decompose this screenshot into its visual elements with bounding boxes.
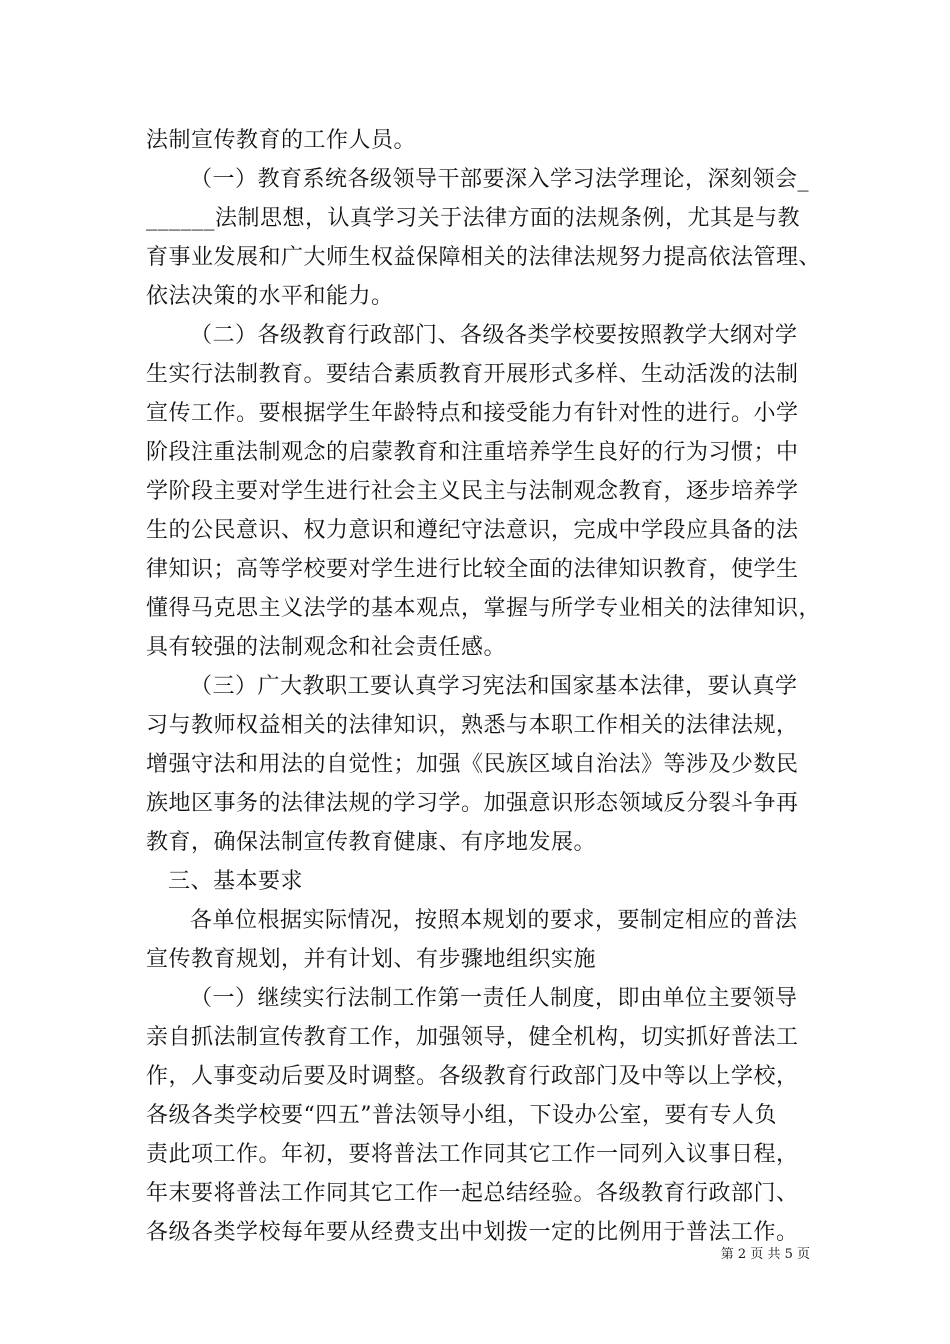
text-line: 族地区事务的法律法规的学习学。加强意识形态领域反分裂斗争再 <box>146 791 799 816</box>
text-line: 习与教师权益相关的法律知识，熟悉与本职工作相关的法律法规， <box>146 713 799 738</box>
text-line: 具有较强的法制观念和社会责任感。 <box>146 635 507 660</box>
text-line: 责此项工作。年初，要将普法工作同其它工作一同列入议事日程， <box>146 1142 799 1167</box>
text-line: 增强守法和用法的自觉性；加强《民族区域自治法》等涉及少数民 <box>146 752 799 777</box>
text-line: 律知识；高等学校要对学生进行比较全面的法律知识教育，使学生 <box>146 557 799 582</box>
text-line: 法制宣传教育的工作人员。 <box>146 128 417 153</box>
text-line: 生的公民意识、权力意识和遵纪守法意识，完成中学段应具备的法 <box>146 518 799 543</box>
text-line: 各级各类学校每年要从经费支出中划拨一定的比例用于普法工作。 <box>146 1220 799 1245</box>
page-number: 第 2 页 共 5 页 <box>720 1247 810 1262</box>
text-line: 作，人事变动后要及时调整。各级教育行政部门及中等以上学校， <box>146 1064 799 1089</box>
text-line: 年末要将普法工作同其它工作一起总结经验。各级教育行政部门、 <box>146 1181 799 1206</box>
text-line: 宣传工作。要根据学生年龄特点和接受能力有针对性的进行。小学 <box>146 401 799 426</box>
text-line: ______法制思想，认真学习关于法律方面的法规条例，尤其是与教 <box>146 206 801 231</box>
text-line: 教育，确保法制宣传教育健康、有序地发展。 <box>146 830 597 855</box>
section-heading: 三、基本要求 <box>168 869 304 894</box>
text-line: 依法决策的水平和能力。 <box>146 284 394 309</box>
text-line: （一）继续实行法制工作第一责任人制度，即由单位主要领导 <box>190 986 798 1011</box>
text-line: 懂得马克思主义法学的基本观点，掌握与所学专业相关的法律知识， <box>146 596 822 621</box>
text-line: （二）各级教育行政部门、各级各类学校要按照教学大纲对学 <box>190 323 798 348</box>
text-line: 各单位根据实际情况，按照本规划的要求，要制定相应的普法 <box>190 908 798 933</box>
text-line: 学阶段主要对学生进行社会主义民主与法制观念教育，逐步培养学 <box>146 479 799 504</box>
text-line: 生实行法制教育。要结合素质教育开展形式多样、生动活泼的法制 <box>146 362 799 387</box>
text-line: （三）广大教职工要认真学习宪法和国家基本法律，要认真学 <box>190 674 798 699</box>
text-line: 宣传教育规划，并有计划、有步骤地组织实施 <box>146 947 597 972</box>
text-line: 育事业发展和广大师生权益保障相关的法律法规努力提高依法管理、 <box>146 245 822 270</box>
text-line: 亲自抓法制宣传教育工作，加强领导，健全机构，切实抓好普法工 <box>146 1025 799 1050</box>
text-line: 阶段注重法制观念的启蒙教育和注重培养学生良好的行为习惯；中 <box>146 440 799 465</box>
text-line: 各级各类学校要“四五”普法领导小组，下设办公室，要有专人负 <box>146 1103 777 1128</box>
text-line: （一）教育系统各级领导干部要深入学习法学理论，深刻领会_ <box>190 167 810 192</box>
